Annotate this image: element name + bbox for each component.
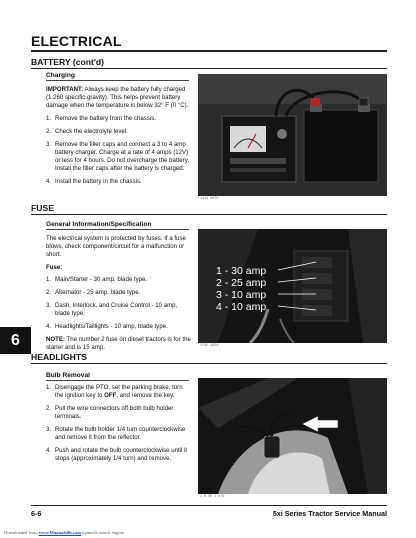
note-label: NOTE: [46,336,65,343]
step-number: 4. [46,447,52,454]
step-number: 1. [46,384,52,391]
fuse-photo-code: 1745 1924 [200,344,219,348]
battery-section-heading: BATTERY (cont'd) [31,57,105,67]
step-number: 2. [46,128,52,135]
step-text: Remove the filler caps and connect a 3 to 4 amp battery charger. Charge at a rate of 4 amps (12V) or less for 4 hours. Do not overcharge the battery. Install the filler caps after the battery is charged. [55,141,190,172]
headlight-photo-code: 1 6 86 1 676 [200,495,225,499]
fuse-photo-label-2: 2 - 25 amp [216,277,267,289]
fuse-intro: The electrical system is protected by fuses. If a fuse blows, check component/circuit for a malfunction or short. [46,235,186,258]
list-item [46,384,192,400]
list-item [46,405,192,421]
charging-subheading: Charging [46,72,75,79]
step-text: Rotate the bulb holder 1/4 turn counterclockwise and remove it from the reflector. [55,426,186,441]
step-number: 3. [46,141,52,148]
item-text: Main/Starter - 30 amp, blade type. [55,276,148,283]
fuse-specification [46,235,192,357]
step-number: 4. [46,178,52,185]
step-number: 2. [46,405,52,412]
battery-charger-photo [198,74,387,196]
download-suffix: manuals search engine [81,530,124,535]
footer-rule [31,505,387,506]
step-text: Push and rotate the bulb counterclockwise until it stops (approximately 1/4 turn) and remove. [55,447,188,462]
download-notice [4,530,124,535]
step-text: Remove the battery from the chassis. [55,115,156,122]
item-text: Dash, Interlock, and Cruise Control - 10 amp, blade type. [55,302,178,317]
bulb-removal-steps [46,384,192,463]
fuse-photo-label-3: 3 - 10 amp [216,289,267,301]
step-text: Install the battery in the chassis. [55,178,142,185]
list-item [46,276,192,284]
bulb-removal-subheading-rule [46,380,189,381]
step-text [55,384,192,400]
chapter-tab: 6 [0,327,31,354]
charging-instructions [46,86,192,191]
item-number: 2. [46,289,52,296]
fuse-photo-label-4: 4 - 10 amp [216,301,267,313]
list-item [46,426,192,442]
bulb-removal-subheading: Bulb Removal [46,372,90,379]
bulb-removal-instructions [46,384,192,468]
list-item [46,447,192,463]
fuse-note [46,336,192,352]
footer-manual-title: 5xi Series Tractor Service Manual [272,509,387,518]
charging-steps [46,115,192,186]
fuse-section-heading: FUSE [31,203,54,213]
fuse-block-photo [198,229,387,343]
step-number: 1. [46,115,52,122]
manualslib-link[interactable]: www.Manualslib.com [38,530,82,535]
item-number: 1. [46,276,52,283]
item-text: Alternator - 25 amp, blade type. [55,289,141,296]
list-item [46,289,192,297]
headlight-bulb-photo [198,378,387,494]
item-number: 4. [46,323,52,330]
fuse-photo-label-1: 1 - 30 amp [216,265,267,277]
step-text-emphasis: OFF [104,392,117,399]
important-text: Always keep the battery fully charged (1.260 specific gravity). This helps prevent battery damage when the temperature is below 32° F (0 °C). [46,86,189,109]
download-prefix: Downloaded from [4,530,39,535]
footer-page-number: 6-6 [31,509,42,518]
step-text-start: Disengage the PTO, set the parking brake, turn the ignition key to [55,384,183,399]
charging-subheading-rule [46,80,189,81]
important-note [46,86,192,110]
note-text: The number 2 fuse on diesel tractors is for the starter and is 15 amp. [46,336,191,351]
item-text: Headlights/Taillights - 10 amp, blade type. [55,323,168,330]
fuse-list [46,276,192,331]
step-text-end: , and remove the key. [116,392,175,399]
list-item [46,178,192,186]
battery-photo-code: 1314 2070 [200,197,219,201]
list-item [46,115,192,123]
fuse-subheading-rule [46,229,189,230]
list-item [46,141,192,173]
page-title: ELECTRICAL [31,33,122,49]
list-item [46,128,192,136]
item-number: 3. [46,302,52,309]
fuse-section-rule [31,214,387,215]
title-rule [31,50,387,52]
important-label: IMPORTANT: [46,86,84,93]
fuse-list-label: Fuse: [46,264,63,271]
headlights-section-heading: HEADLIGHTS [31,352,87,362]
list-item [46,323,192,331]
step-text: Pull the wire connectors off both bulb holder terminals. [55,405,174,420]
step-number: 3. [46,426,52,433]
battery-section-rule [31,68,387,69]
step-text: Check the electrolyte level. [55,128,128,135]
list-item [46,302,192,318]
fuse-subheading: General Information/Specification [46,221,152,228]
headlights-section-rule [31,363,387,364]
